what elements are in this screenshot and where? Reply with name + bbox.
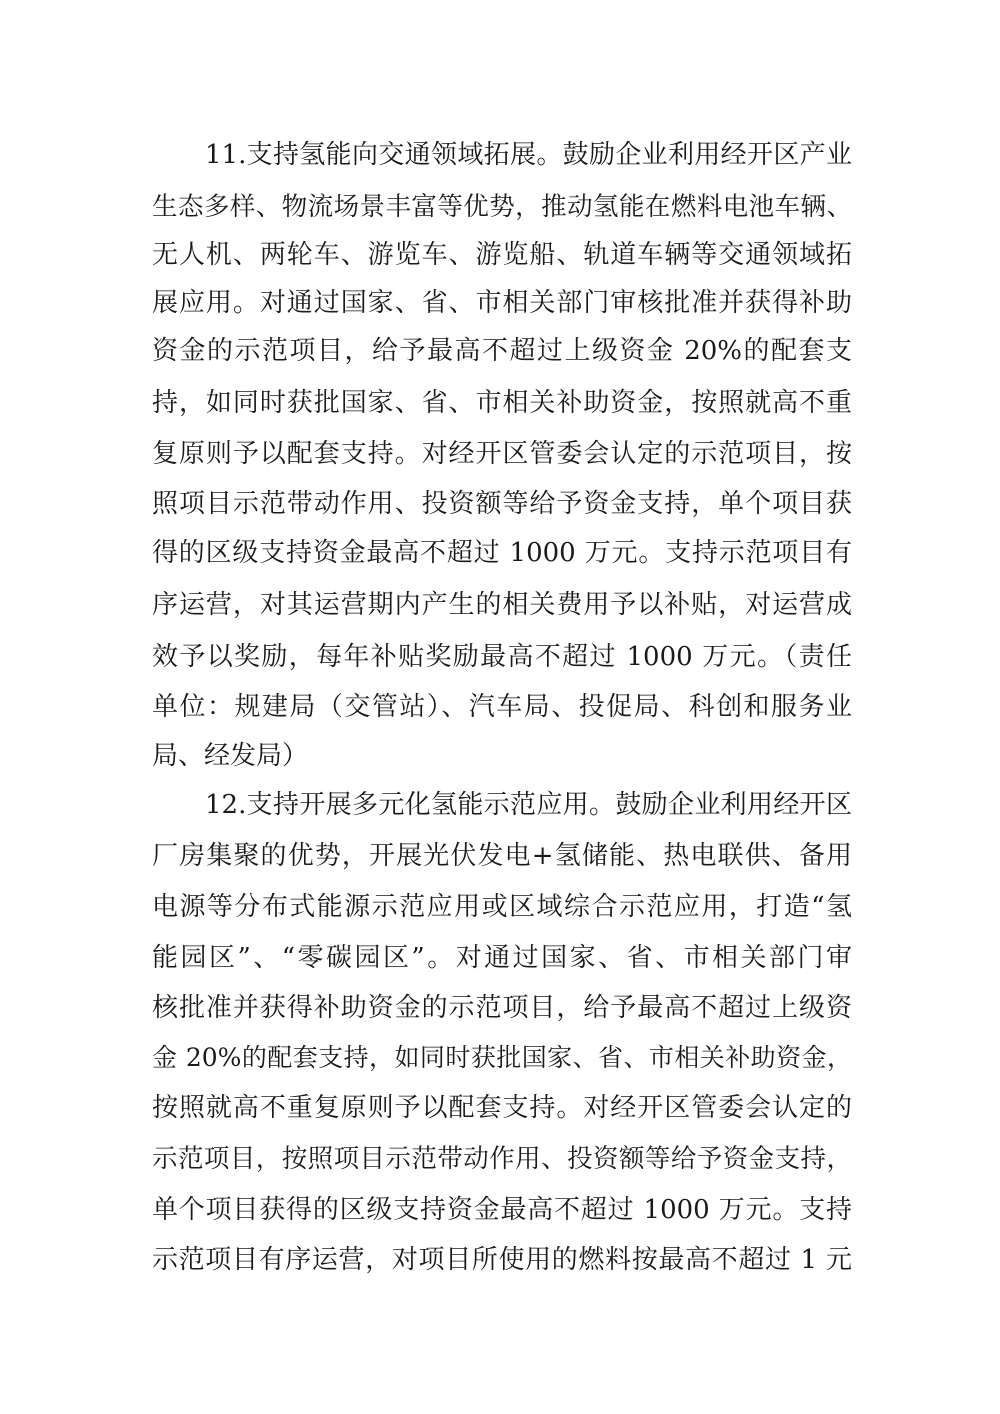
paragraph-11-line-6: 持，如同时获批国家、省、市相关补助资金，按照就高不重 — [152, 388, 852, 418]
paragraph-11-line-12: 单位：规建局（交管站）、汽车局、投促局、科创和服务业 — [152, 692, 852, 722]
paragraph-11-line-4: 展应用。对通过国家、省、市相关部门审核批准并获得补助 — [152, 288, 852, 318]
paragraph-12-line-8: 示范项目，按照项目示范带动作用、投资额等给予资金支持， — [152, 1144, 852, 1174]
paragraph-11-line-10: 序运营，对其运营期内产生的相关费用予以补贴，对运营成 — [152, 590, 852, 620]
paragraph-12-line-10: 示范项目有序运营，对项目所使用的燃料按最高不超过 1 元 — [152, 1245, 852, 1275]
paragraph-12-line-9: 单个项目获得的区级支持资金最高不超过 1000 万元。支持 — [152, 1195, 852, 1225]
paragraph-12-line-1: 12.支持开展多元化氢能示范应用。鼓励企业利用经开区 — [205, 790, 852, 820]
paragraph-11-line-2: 生态多样、物流场景丰富等优势，推动氢能在燃料电池车辆、 — [152, 192, 852, 222]
paragraph-11-line-11: 效予以奖励，每年补贴奖励最高不超过 1000 万元。（责任 — [152, 642, 852, 672]
paragraph-11-line-8: 照项目示范带动作用、投资额等给予资金支持，单个项目获 — [152, 489, 852, 519]
paragraph-11-line-1: 11.支持氢能向交通领域拓展。鼓励企业利用经开区产业 — [205, 140, 852, 170]
paragraph-11-line-5: 资金的示范项目，给予最高不超过上级资金 20%的配套支 — [152, 336, 852, 366]
paragraph-12-line-3: 电源等分布式能源示范应用或区域综合示范应用，打造“氢 — [152, 892, 852, 922]
paragraph-11-line-9: 得的区级支持资金最高不超过 1000 万元。支持示范项目有 — [152, 538, 852, 568]
paragraph-12-line-4: 能园区”、“零碳园区”。对通过国家、省、市相关部门审 — [152, 943, 852, 973]
paragraph-11-line-3: 无人机、两轮车、游览车、游览船、轨道车辆等交通领域拓 — [152, 240, 852, 270]
paragraph-12-line-7: 按照就高不重复原则予以配套支持。对经开区管委会认定的 — [152, 1093, 852, 1123]
paragraph-11-line-7: 复原则予以配套支持。对经开区管委会认定的示范项目，按 — [152, 439, 852, 469]
paragraph-12-line-6: 金 20%的配套支持，如同时获批国家、省、市相关补助资金， — [152, 1043, 852, 1072]
paragraph-12-line-2: 厂房集聚的优势，开展光伏发电+氢储能、热电联供、备用 — [152, 841, 852, 871]
paragraph-12-line-5: 核批准并获得补助资金的示范项目，给予最高不超过上级资 — [152, 993, 852, 1023]
paragraph-11-line-13: 局、经发局） — [152, 741, 309, 771]
